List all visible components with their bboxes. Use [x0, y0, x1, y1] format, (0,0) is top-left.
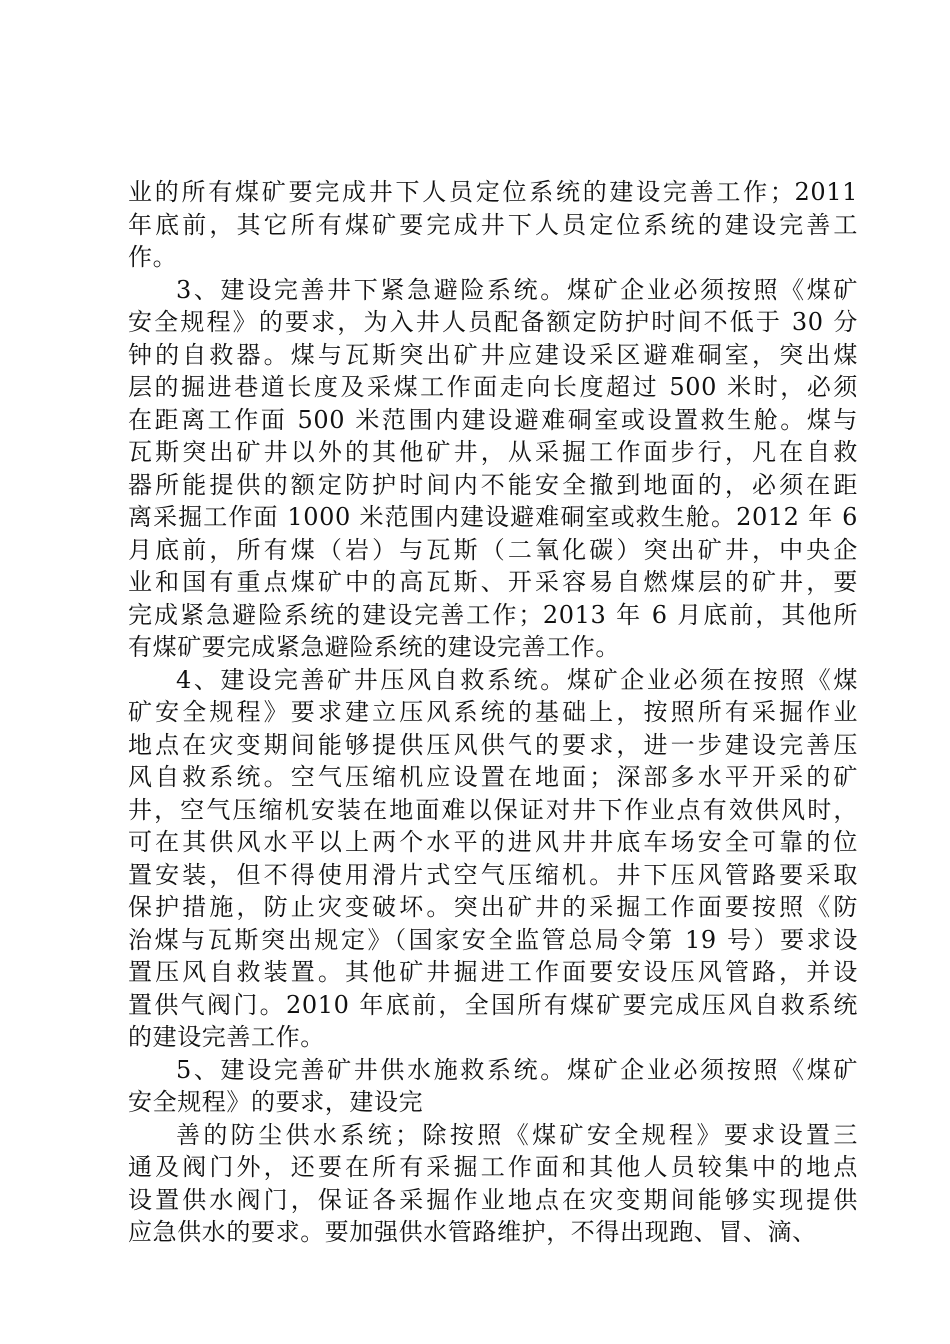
text-line: 5、建设完善矿井供水施救系统。煤矿企业必须按照《煤矿 — [176, 1055, 858, 1084]
text-line: 井，空气压缩机安装在地面难以保证对井下作业点有效供风时， — [128, 795, 858, 824]
text-line: 有煤矿要完成紧急避险系统的建设完善工作。 — [128, 633, 620, 661]
paragraph-p3 — [128, 664, 858, 1054]
text-line: 器所能提供的额定防护时间内不能安全撤到地面的，必须在距 — [128, 470, 858, 499]
paragraph-p1 — [128, 176, 858, 274]
text-line: 的建设完善工作。 — [128, 1023, 325, 1051]
text-line: 治煤与瓦斯突出规定》（国家安全监管总局令第 19 号）要求设 — [128, 925, 858, 954]
text-line: 业和国有重点煤矿中的高瓦斯、开采容易自燃煤层的矿井，要 — [128, 568, 858, 596]
text-line: 设置供水阀门，保证各采掘作业地点在灾变期间能够实现提供 — [128, 1185, 858, 1214]
text-line: 业的所有煤矿要完成井下人员定位系统的建设完善工作；2011 — [128, 178, 858, 206]
text-line: 矿安全规程》要求建立压风系统的基础上，按照所有采掘作业 — [128, 698, 858, 726]
document-body — [128, 176, 858, 1249]
paragraph-p2 — [128, 274, 858, 664]
text-line: 钟的自救器。煤与瓦斯突出矿井应建设采区避难硐室，突出煤 — [128, 340, 858, 369]
text-line: 作。 — [128, 243, 178, 271]
text-line: 可在其供风水平以上两个水平的进风井井底车场安全可靠的位 — [128, 828, 858, 856]
text-line: 安全规程》的要求，为入井人员配备额定防护时间不低于 30 分 — [128, 308, 858, 336]
text-line: 置压风自救装置。其他矿井掘进工作面要安设压风管路，并设 — [128, 958, 858, 986]
text-line: 在距离工作面 500 米范围内建设避难硐室或设置救生舱。煤与 — [128, 405, 858, 434]
text-line: 安全规程》的要求，建设完 — [128, 1088, 424, 1116]
text-line: 置安装，但不得使用滑片式空气压缩机。井下压风管路要采取 — [128, 860, 858, 889]
text-line: 风自救系统。空气压缩机应设置在地面；深部多水平开采的矿 — [128, 763, 858, 791]
text-line: 年底前，其它所有煤矿要完成井下人员定位系统的建设完善工 — [128, 210, 858, 239]
text-line: 层的掘进巷道长度及采煤工作面走向长度超过 500 米时，必须 — [128, 373, 858, 401]
text-line: 地点在灾变期间能够提供压风供气的要求，进一步建设完善压 — [128, 730, 858, 759]
paragraph-p5 — [128, 1119, 858, 1249]
paragraph-p4 — [128, 1054, 858, 1119]
text-line: 瓦斯突出矿井以外的其他矿井，从采掘工作面步行，凡在自救 — [128, 438, 858, 466]
text-line: 保护措施，防止灾变破坏。突出矿井的采掘工作面要按照《防 — [128, 893, 858, 921]
text-line: 离采掘工作面 1000 米范围内建设避难硐室或救生舱。2012 年 6 — [128, 503, 858, 531]
text-line: 3、建设完善井下紧急避险系统。煤矿企业必须按照《煤矿 — [176, 275, 858, 304]
text-line: 通及阀门外，还要在所有采掘工作面和其他人员较集中的地点 — [128, 1153, 858, 1181]
text-line: 应急供水的要求。要加强供水管路维护，不得出现跑、冒、滴、 — [128, 1218, 817, 1246]
text-line: 4、建设完善矿井压风自救系统。煤矿企业必须在按照《煤 — [176, 665, 858, 694]
text-line: 完成紧急避险系统的建设完善工作；2013 年 6 月底前，其他所 — [128, 600, 858, 629]
text-line: 置供气阀门。2010 年底前，全国所有煤矿要完成压风自救系统 — [128, 990, 858, 1019]
text-line: 善的防尘供水系统；除按照《煤矿安全规程》要求设置三 — [176, 1120, 858, 1149]
text-line: 月底前，所有煤（岩）与瓦斯（二氧化碳）突出矿井，中央企 — [128, 535, 858, 564]
